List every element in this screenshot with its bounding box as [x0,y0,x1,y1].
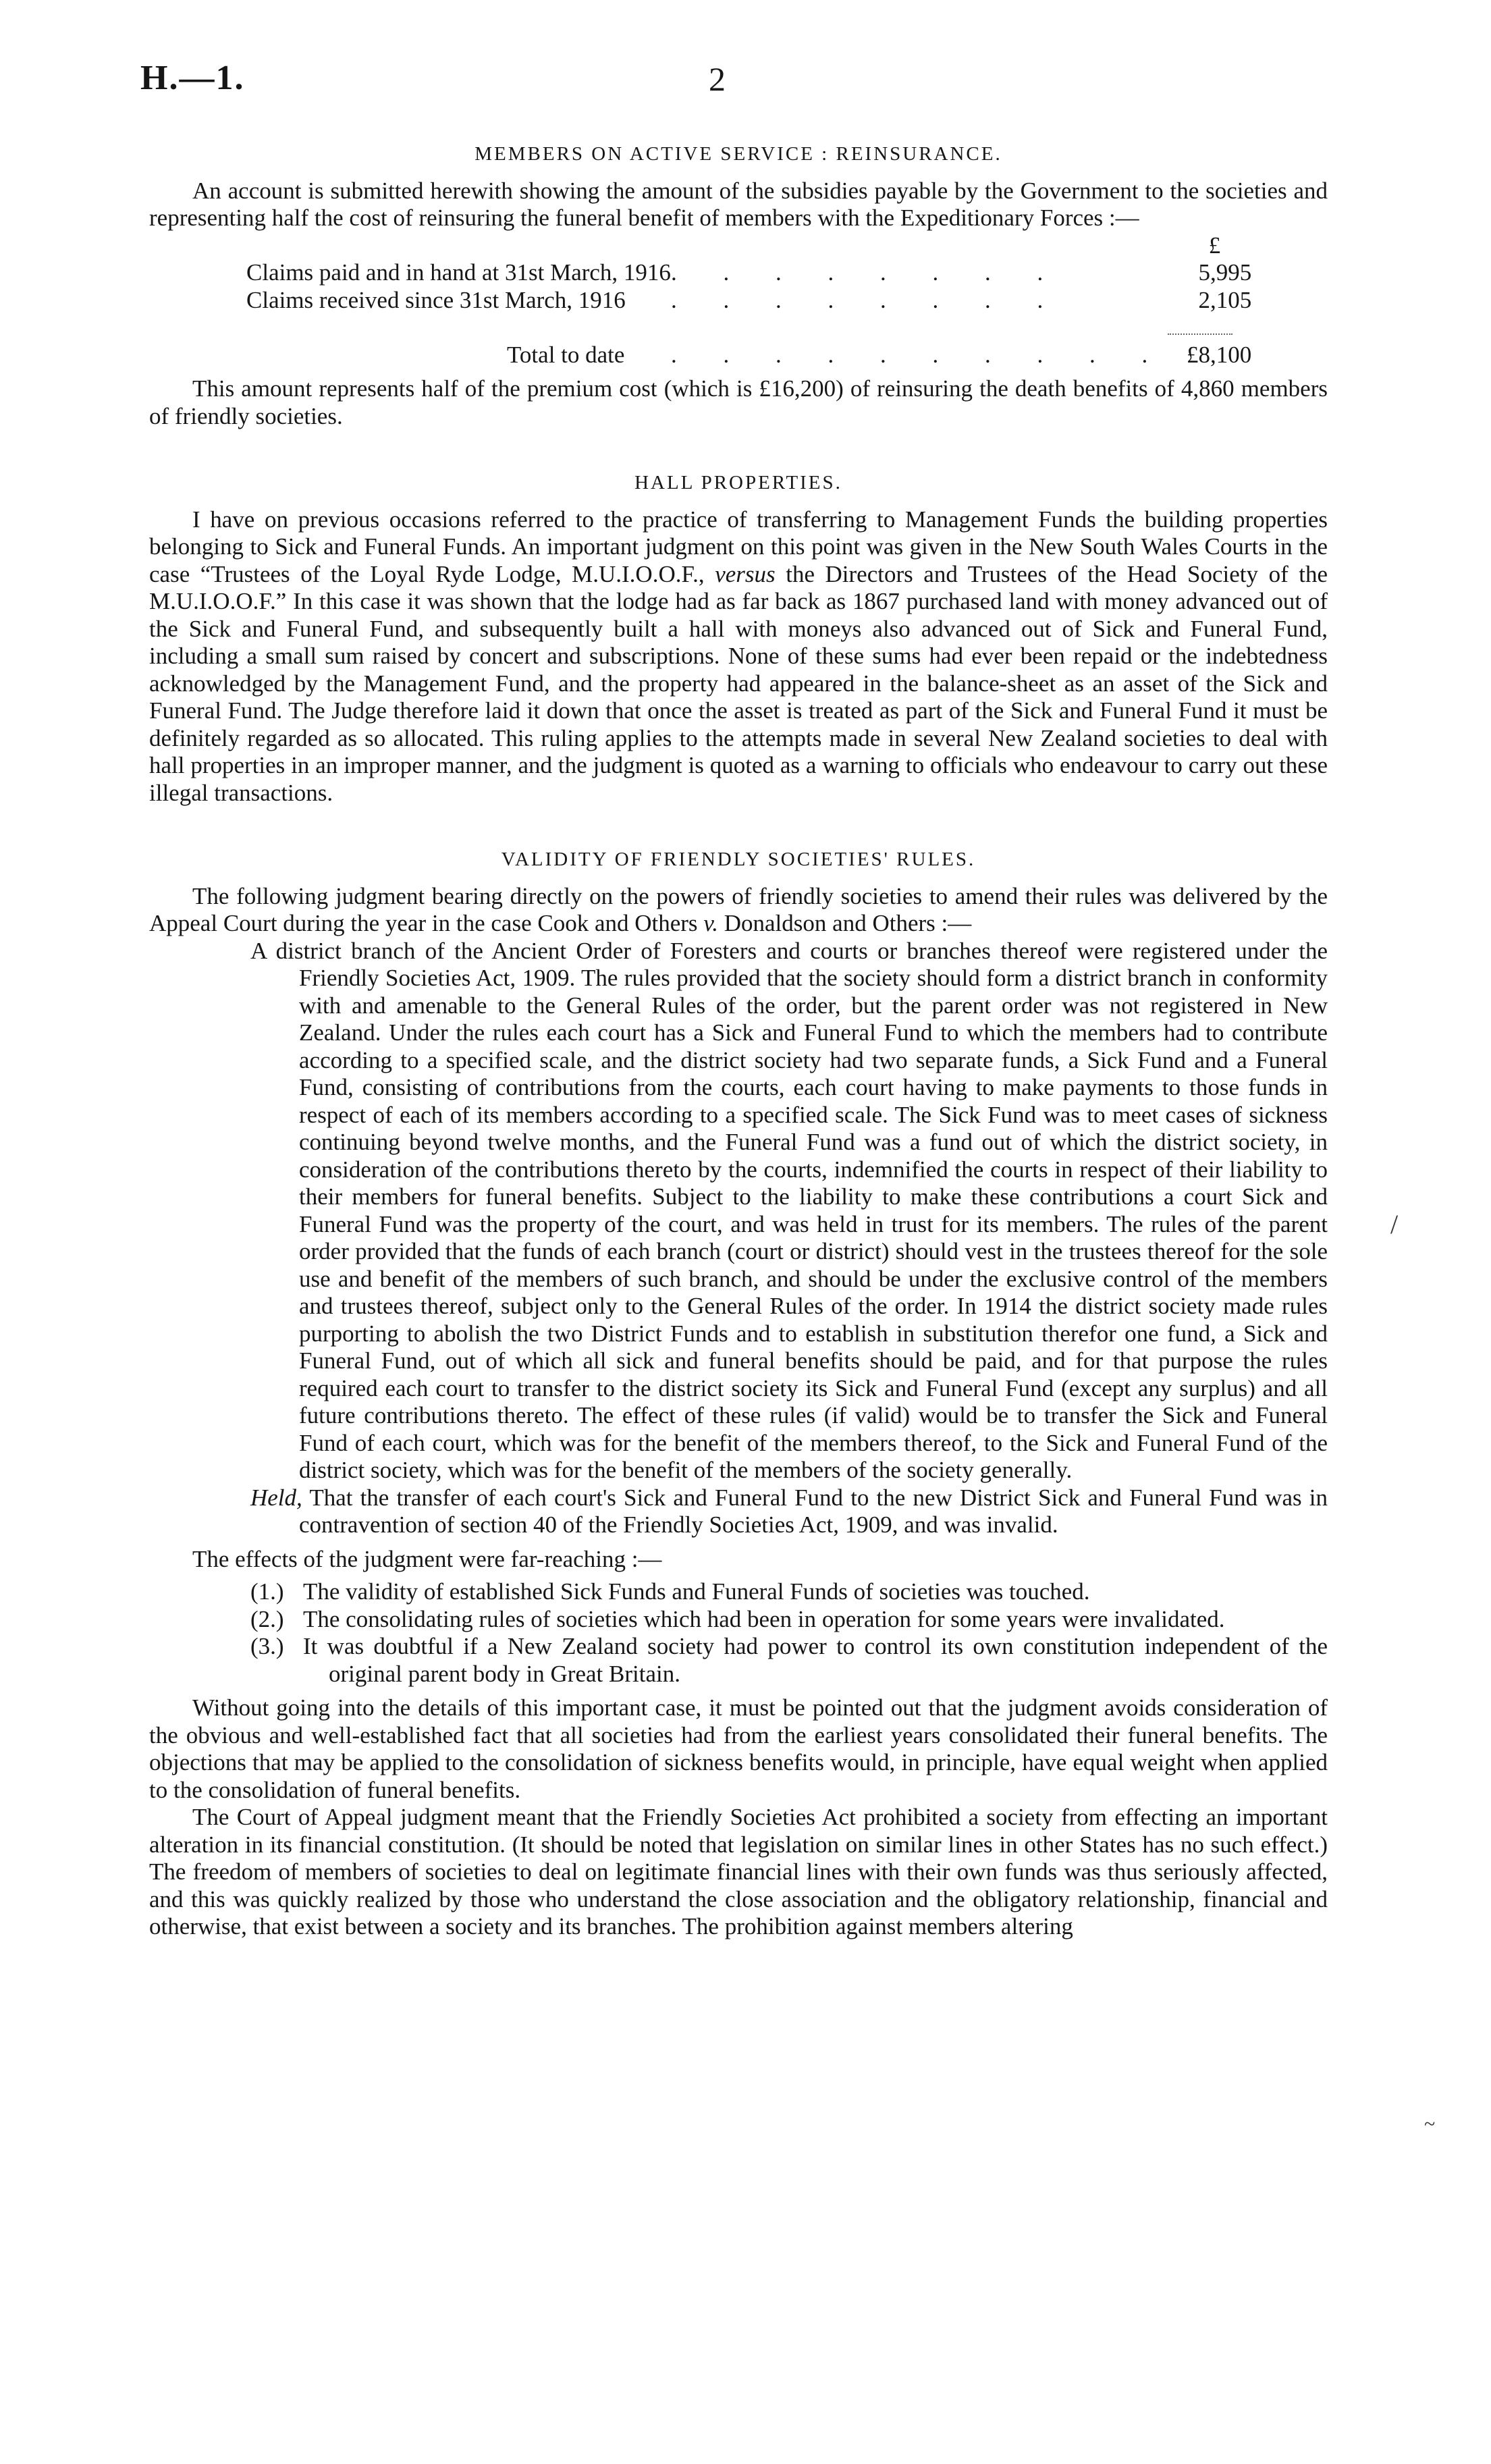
paragraph-judgment-intro [149,883,1328,938]
paragraph-premium-note: This amount represents half of the premium cost (which is £16,200) of reinsuring the death benefits of 4,860 members of friendly societies. [149,375,1328,429]
item-text: The consolidating rules of societies which had been in operation for some years were invalidated. [303,1605,1225,1632]
section-heading-validity: VALIDITY OF FRIENDLY SOCIETIES' RULES. [501,849,976,870]
row-label: Claims paid and in hand at 31st March, 1916 [246,259,671,286]
judgment-facts: A district branch of the Ancient Order of Foresters and courts or branches thereof were registered under the Friendly Societies Act, 1909. The rules provided that the society should form a district branch in conformity with and amenable to the General Rules of the order, but the parent order was not registered in New Zealand. Under the rules each court has a Sick and Funeral Fund to which the members had to contribute according to a specified scale, and the district society had two separate funds, a Sick Fund and a Funeral Fund, consisting of contributions from the courts, each court having to make payments to those funds in respect of each of its members according to a specified scale. The Sick Fund was to meet cases of sickness continuing beyond twelve months, and the Funeral Fund was a fund out of which the district society, in consideration of the contributions thereto by the courts, indemnified the courts in respect of their liability to their members for funeral benefits. Subject to the liability to make these contributions a court Sick and Funeral Fund was the property of the court, and was held in trust for its members. The rules of the parent order provided that the funds of each branch (court or district) should vest in the trustees thereof for the sole use and benefit of the members of such branch, and should be under the exclusive control of the members and trustees thereof, subject only to the General Rules of the order. In 1914 the district society made rules purporting to abolish the two District Funds and to establish in substitution therefor one fund, a Sick and Funeral Fund, out of which all sick and funeral benefits should be paid, and for that purpose the rules required each court to transfer to the district society its Sick and Funeral Fund (except any surplus) and all future contributions thereto. The effect of these rules (if valid) would be to transfer the Sick and Funeral Fund of each court, which was for the benefit of the members thereof, to the Sick and Funeral Fund of the district society, which was for the benefit of the members of the society generally. [250,937,1328,1483]
held-text: That the transfer of each court's Sick and Funeral Fund to the new District Sick and Funeral Fund was in contravention of section 40 of the Friendly Societies Act, 1909, and was invalid. [299,1484,1328,1538]
row-amount: 5,995 [1198,259,1252,286]
table-row [149,287,1346,315]
section-heading-hall-properties: HALL PROPERTIES. [634,472,842,493]
row-label: Claims received since 31st March, 1916 [246,286,626,313]
list-item [250,1578,1328,1606]
account-table [149,232,1346,369]
text-run: the Directors and Trustees of the Head Society of the M.U.I.O.O.F.” In this case it was shown that the lodge had as far back as 1867 purchased land with money advanced out of the Sick and Funeral Fund, and subsequently built a hall with moneys also advanced out of Sick and Funeral Fund, including a small sum raised by concert and subscriptions. None of these sums had ever been repaid or the indebtedness acknowledged by the Management Fund, and the property had appeared in the balance-sheet as an asset of the Sick and Funeral Fund. The Judge therefore laid it down that once the asset is treated as part of the Sick and Funeral Fund it must be definitely regarded as so allocated. This ruling applies to the attempts made in several New Zealand societies to deal with hall properties in an improper manner, and the judgment is quoted as a warning to officials who endeavour to carry out these illegal transactions. [149,560,1328,806]
margin-mark: ~ [1424,2113,1436,2135]
total-row [149,342,1346,369]
paragraph-effects-intro: The effects of the judgment were far-reaching :— [192,1545,662,1572]
paragraph-without-details: Without going into the details of this important case, it must be pointed out that the judgment avoids consideration of the obvious and well-established fact that all societies had from the earliest years consolidated their funeral benefits. The objections that may be applied to the consolidation of sickness benefits would, in principle, have equal weight when applied to the consolidation of funeral benefits. [149,1694,1328,1803]
text-run-italic: v. [703,910,718,936]
paragraph-court-of-appeal: The Court of Appeal judgment meant that the Friendly Societies Act prohibited a society from effecting an important alteration in its financial constitution. (It should be noted that legislation on similar lines in other States has no such effect.) The freedom of members of societies to deal on legitimate financial lines with their own funds was thus seriously affected, and this was quickly realized by those who understand the close association and the obligatory relationship, financial and otherwise, that exist between a society and its branches. The prohibition against members altering [149,1804,1328,1939]
row-amount: 2,105 [1198,286,1252,313]
margin-mark: / [1390,1209,1399,1239]
leader-dots: . . . . . . . . [670,286,1064,313]
item-number: (3.) [250,1633,284,1659]
page-body [149,135,1328,1941]
text-run-italic: versus [715,560,776,587]
item-text: The validity of established Sick Funds and Funeral Funds of societies was touched. [303,1578,1090,1605]
text-run: The following judgment bearing directly on the powers of friendly societies to amend their rules was delivered by the Appeal Court during the year in the case Cook and Others [149,882,1328,936]
held-label: Held, [250,1484,302,1511]
paragraph-hall-properties [149,506,1328,807]
item-text: It was doubtful if a New Zealand society had power to control its own constitution independent of the original parent body in Great Britain. [303,1633,1328,1687]
paragraph-account-intro: An account is submitted herewith showing the amount of the subsidies payable by the Government to the societies and representing half the cost of reinsuring the funeral benefit of members with the Expeditionary Forces :— [149,177,1328,231]
page-number: 2 [709,60,726,98]
effects-list [250,1578,1328,1688]
item-number: (2.) [250,1605,284,1632]
total-amount: £8,100 [1186,341,1252,368]
text-run: I have on previous occasions referred to the practice of transferring to Management Funds the building properties belonging to Sick and Funeral Funds. An important judgment on this point was given in the New South Wales Courts in the case “Trustees of the Loyal Ryde Lodge, M.U.I.O.O.F., [149,506,1328,587]
leader-dots: . . . . . . . . . . [670,341,1168,368]
table-row [149,259,1346,287]
text-run: Donaldson and Others :— [724,910,972,936]
total-label: Total to date [507,341,625,368]
leader-dots: . . . . . . . . [670,259,1064,286]
sum-rule [1168,333,1232,335]
judgment-quote [250,938,1328,1539]
section-heading-reinsurance: MEMBERS ON ACTIVE SERVICE : REINSURANCE. [475,143,1002,165]
list-item [250,1633,1328,1688]
list-item [250,1606,1328,1634]
item-number: (1.) [250,1578,284,1605]
document-reference: H.—1. [140,59,245,97]
currency-symbol: £ [1208,232,1221,259]
judgment-held [250,1484,1328,1539]
